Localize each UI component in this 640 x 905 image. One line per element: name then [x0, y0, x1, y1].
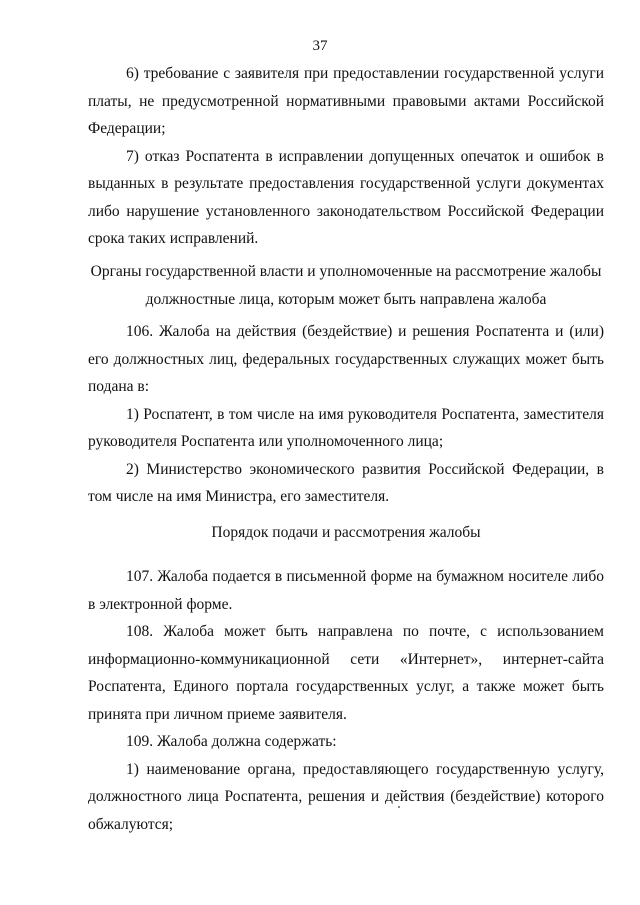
section-heading-complaint-bodies-block — [88, 258, 604, 313]
paragraph-109: 109. Жалоба должна содержать: — [126, 733, 337, 750]
section-procedure — [88, 563, 604, 838]
section-heading-complaint-bodies: Органы государственной власти и уполномоченные на рассмотрение жалобы должностные лица, которым может быть направлена жалоба — [90, 263, 602, 308]
section-heading-procedure-block — [88, 519, 604, 547]
scan-speck — [398, 806, 400, 808]
list-item-7: 7) отказ Роспатента в исправлении допущенных опечаток и ошибок в выданных в результате предоставления государственной услуги документах либо нарушение установленного законодательством Российской Федерации срока таких исправлений. — [88, 147, 604, 247]
list-item-6: 6) требование с заявителя при предоставлении государственной услуги платы, не предусмотренной нормативными правовыми актами Российской Федерации; — [88, 65, 604, 137]
paragraph-106: 106. Жалоба на действия (бездействие) и решения Роспатента и (или) его должностных лиц, федеральных государственных служащих может быть подана в: — [88, 323, 604, 395]
page-number: 37 — [312, 38, 328, 54]
paragraph-107: 107. Жалоба подается в письменной форме на бумажном носителе либо в электронной форме. — [88, 568, 604, 613]
section-heading-procedure: Порядок подачи и рассмотрения жалобы — [211, 524, 481, 541]
list-items-block — [88, 60, 604, 253]
paragraph-106-item-1: 1) Роспатент, в том числе на имя руководителя Роспатента, заместителя руководителя Роспатента или уполномоченного лица; — [88, 405, 604, 450]
paragraph-108: 108. Жалоба может быть направлена по почте, с использованием информационно-коммуникационной сети «Интернет», интернет-сайта Роспатента, Единого портала государственных услуг, а также может быть принята при личном приеме заявителя. — [88, 623, 604, 723]
section-complaint-bodies — [88, 318, 604, 511]
paragraph-109-item-1: 1) наименование органа, предоставляющего государственную услугу, должностного лица Роспатента, решения и действия (бездействие) которого обжалуются; — [88, 760, 604, 833]
paragraph-106-item-2: 2) Министерство экономического развития Российской Федерации, в том числе на имя Министра, его заместителя. — [88, 460, 604, 505]
